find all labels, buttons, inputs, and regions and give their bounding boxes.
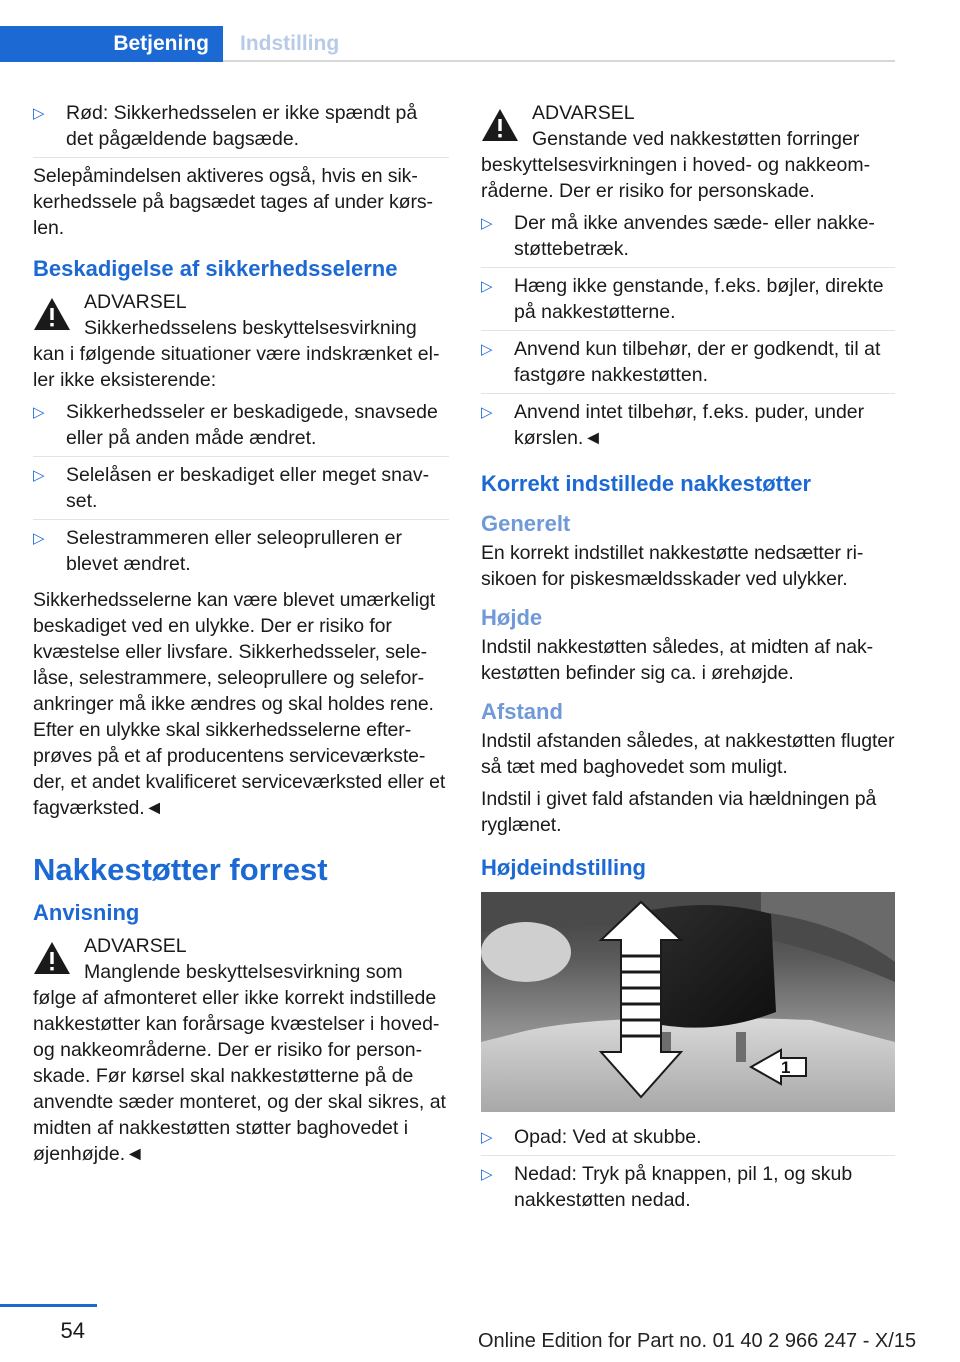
section-heading: Korrekt indstillede nakkestøtter <box>481 471 812 496</box>
page-number: 54 <box>60 1318 85 1343</box>
paragraph: Indstil nakkestøtten således, at midten af nakkestøtten befinder sig ca. i ørehøjde. <box>481 636 874 684</box>
section-heading: Anvisning <box>33 900 140 925</box>
warning-text: følge af afmonteret eller ikke korrekt indstillede nakkestøtter kan forårsage kvæstelser i hoved- og nakkeområderne. Der er risiko for personskade. Før kørsel skal nakkestøtterne på de anvendte sæder monteret, og der skal sikres, at midten af nakkestøtten støtter baghovedet i øjenhøjde.◄ <box>33 987 446 1165</box>
section-heading: Højdeindstilling <box>481 855 646 880</box>
triangle-bullet-icon: ▷ <box>481 1166 493 1183</box>
bullet-text: Rød: Sikkerhedsselen er ikke spændt på det pågældende bagsæde. <box>66 102 418 150</box>
warning-title: ADVARSEL <box>84 291 187 313</box>
tab-indstilling[interactable]: Indstilling <box>240 32 340 55</box>
list-item <box>33 462 449 520</box>
triangle-bullet-icon: ▷ <box>33 530 45 547</box>
list-item <box>33 525 449 582</box>
list-item <box>481 399 895 456</box>
triangle-bullet-icon: ▷ <box>481 341 493 358</box>
list-item <box>481 1161 895 1218</box>
bullet-text: Sikkerhedsseler er beskadigede, snavsede eller på anden måde ændret. <box>66 401 438 449</box>
section-heading: Beskadigelse af sikkerhedsselerne <box>33 256 398 281</box>
warning-text: kan i følgende situationer være indskrænket eller ikke eksisterende: <box>33 343 440 391</box>
paragraph: Indstil afstanden således, at nakkestøtten flugter så tæt med baghovedet som muligt. <box>481 730 895 778</box>
chapter-heading: Nakkestøtter forrest <box>33 852 328 887</box>
warning-text-first: Sikkerhedsselens beskyttelsesvirkning <box>84 317 417 339</box>
list-item <box>33 100 449 158</box>
warning-title: ADVARSEL <box>84 935 187 957</box>
warning-text-first: Manglende beskyttelsesvirkning som <box>84 961 403 983</box>
paragraph: Selepåmindelsen aktiveres også, hvis en sikkerhedssele på bagsædet tages af under kørslen. <box>33 165 434 239</box>
triangle-bullet-icon: ▷ <box>33 105 45 122</box>
headrest-illustration <box>481 892 895 1112</box>
triangle-bullet-icon: ▷ <box>481 404 493 421</box>
warning-text-first: Genstande ved nakkestøtten forringer <box>532 128 860 150</box>
bullet-text: Opad: Ved at skubbe. <box>514 1126 702 1148</box>
bullet-text: Anvend kun tilbehør, der er godkendt, til at fastgøre nakkestøtten. <box>514 338 881 386</box>
triangle-bullet-icon: ▷ <box>481 1129 493 1146</box>
headrest-figure <box>481 892 895 1112</box>
list-item <box>481 336 895 394</box>
footer-rule <box>0 1304 97 1307</box>
list-item <box>33 399 449 457</box>
paragraph: En korrekt indstillet nakkestøtte nedsætter risikoen for piskesmældsskader ved ulykker. <box>481 542 864 590</box>
warning-triangle-icon <box>481 108 519 142</box>
subsection-heading: Afstand <box>481 699 563 724</box>
bullet-text: Selestrammeren eller seleoprulleren er blevet ændret. <box>66 527 402 575</box>
bullet-text: Selelåsen er beskadiget eller meget snavset. <box>66 464 430 512</box>
subsection-heading: Generelt <box>481 511 571 536</box>
bullet-text: Nedad: Tryk på knappen, pil 1, og skub nakkestøtten nedad. <box>514 1163 853 1211</box>
warning-block <box>33 289 449 341</box>
edition-text: Online Edition for Part no. 01 40 2 966 247 - X/15 <box>478 1330 917 1352</box>
triangle-bullet-icon: ▷ <box>481 215 493 232</box>
subsection-heading: Højde <box>481 605 543 630</box>
warning-triangle-icon <box>33 297 71 331</box>
triangle-bullet-icon: ▷ <box>33 404 45 421</box>
triangle-bullet-icon: ▷ <box>33 467 45 484</box>
warning-title: ADVARSEL <box>532 102 635 124</box>
list-item <box>481 1124 895 1156</box>
warning-block <box>33 933 449 985</box>
paragraph: Indstil i givet fald afstanden via hældningen på ryglænet. <box>481 788 877 836</box>
paragraph: Sikkerhedsselerne kan være blevet umærkeligt beskadiget ved en ulykke. Der er risiko for kvæstelse eller livsfare. Sikkerhedsseler, selelåse, selestrammere, seleoprullere og seleforankringer må ikke ændres og skal holdes rene. Efter en ulykke skal sikkerhedsselerne efterprøves på et af producentens serviceværksteder, et andet kvalificeret serviceværksted eller et fagværksted.◄ <box>33 589 446 819</box>
page-header <box>0 26 895 62</box>
list-item <box>481 210 895 268</box>
bullet-text: Anvend intet tilbehør, f.eks. puder, under kørslen.◄ <box>514 401 865 449</box>
left-column <box>33 100 449 1173</box>
callout-label: 1 <box>781 1058 791 1077</box>
right-column <box>481 100 895 1223</box>
warning-block <box>481 100 895 152</box>
bullet-text: Der må ikke anvendes sæde- eller nakkestøttebetræk. <box>514 212 875 260</box>
list-item <box>481 273 895 331</box>
triangle-bullet-icon: ▷ <box>481 278 493 295</box>
warning-text: beskyttelsesvirkningen i hoved- og nakkeområderne. Der er risiko for personskade. <box>481 154 871 202</box>
warning-triangle-icon <box>33 941 71 975</box>
tab-betjening[interactable]: Betjening <box>0 26 223 62</box>
bullet-text: Hæng ikke genstande, f.eks. bøjler, direkte på nakkestøtterne. <box>514 275 884 323</box>
